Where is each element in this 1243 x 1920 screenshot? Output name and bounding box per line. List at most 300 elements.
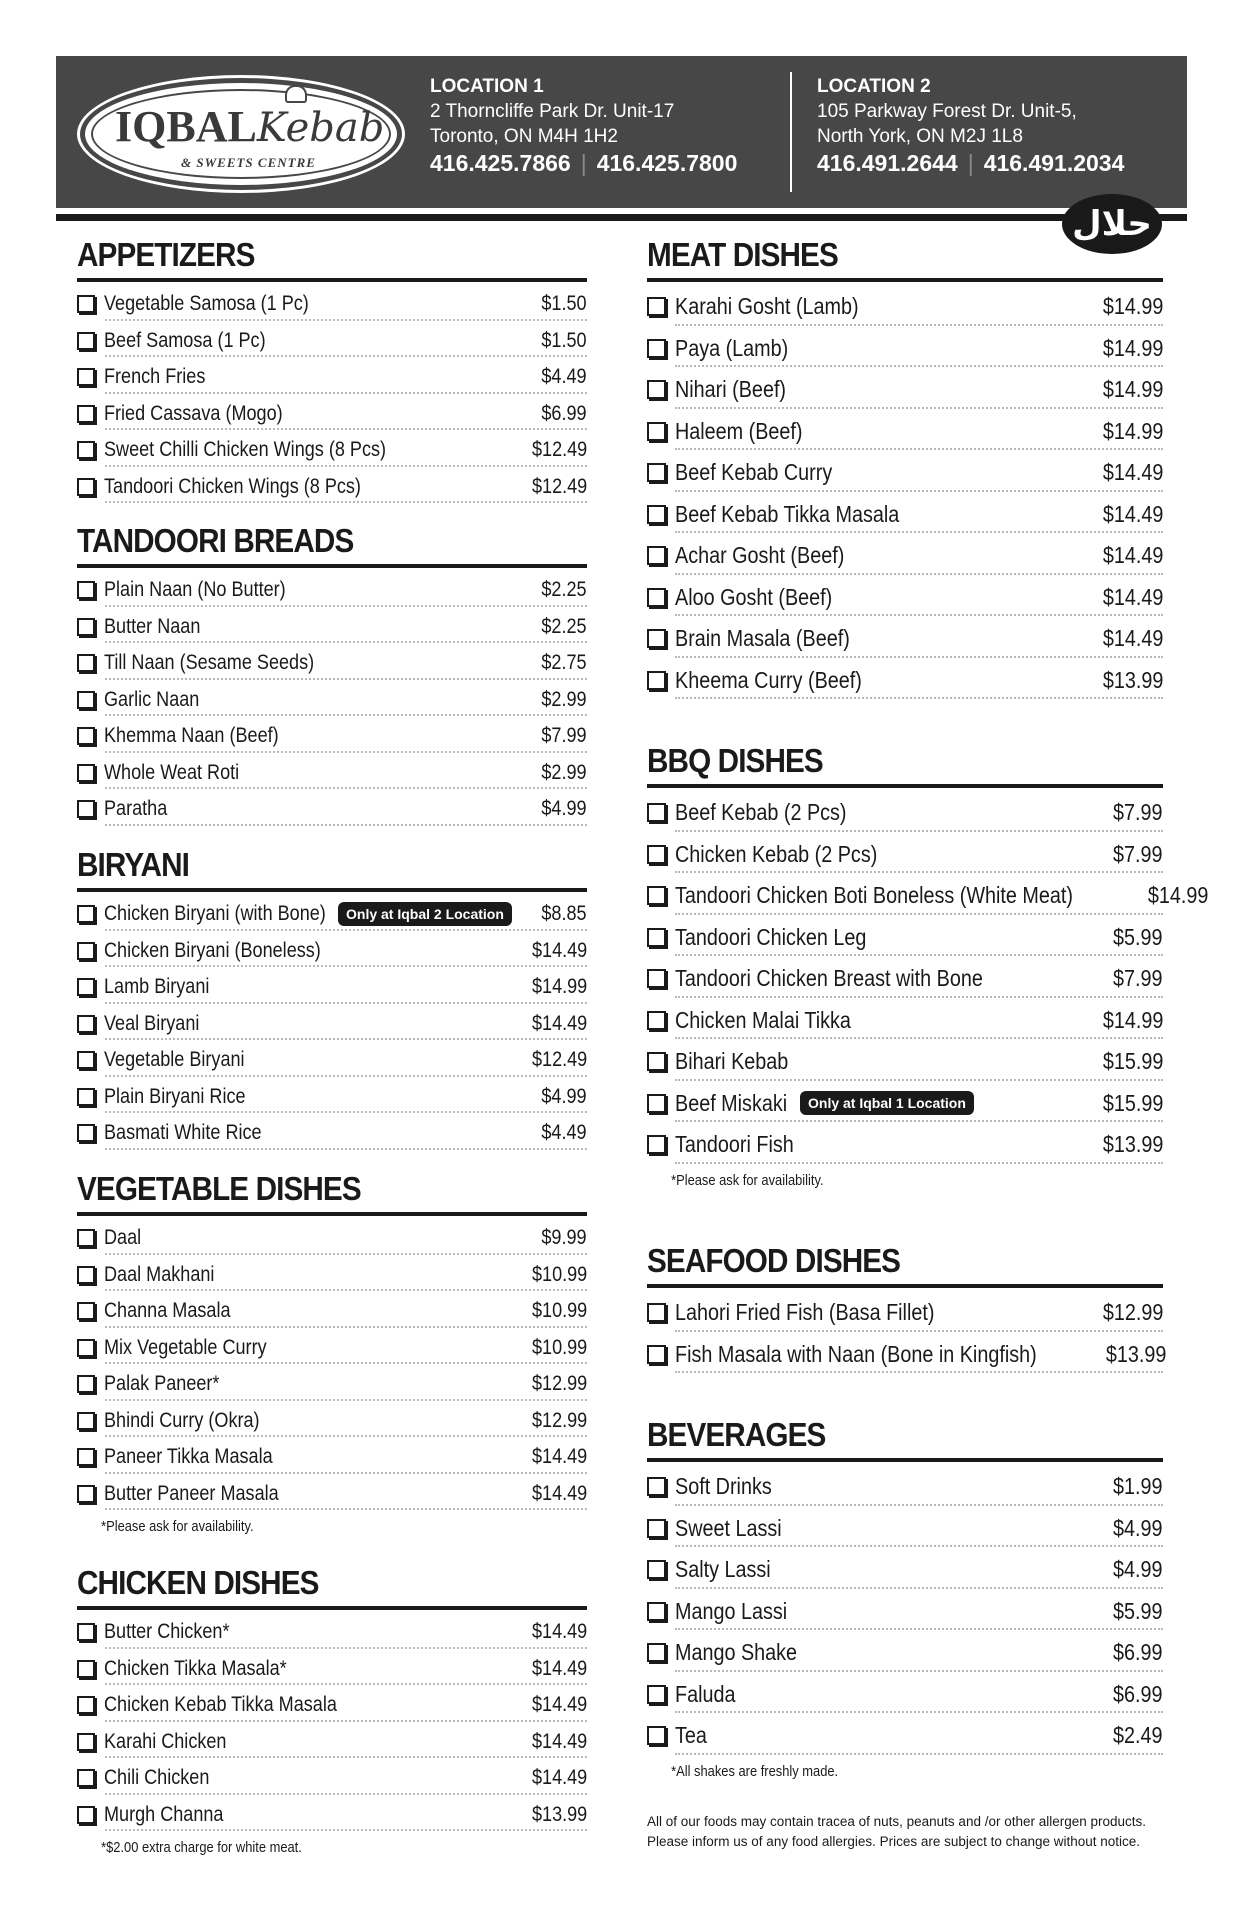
section-note: *Please ask for availability. — [101, 1518, 254, 1535]
disclaimer-line: All of our foods may contain tracea of nuts, peanuts and /or other allergen products. — [647, 1814, 1147, 1829]
checkbox-icon[interactable] — [647, 422, 666, 441]
checkbox-icon[interactable] — [647, 629, 666, 648]
item-price: $8.85 — [541, 902, 587, 926]
section-title: TANDOORI BREADS — [77, 522, 354, 559]
logo-sub-text: & SWEETS CENTRE — [181, 155, 316, 170]
item-name: Paratha — [104, 797, 168, 821]
menu-item — [77, 896, 587, 933]
item-name: Mix Vegetable Curry — [104, 1335, 267, 1359]
section-title: MEAT DISHES — [647, 236, 838, 273]
item-name: Plain Biryani Rice — [104, 1084, 246, 1108]
item-price: $5.99 — [1113, 1597, 1163, 1624]
item-price: $14.99 — [1102, 334, 1163, 361]
item-name: Beef Samosa (1 Pc) — [104, 328, 266, 352]
menu-item — [647, 1124, 1163, 1166]
section-rule — [77, 888, 587, 892]
item-name: Kheema Curry (Beef) — [675, 666, 862, 693]
item-name: Beef Kebab Tikka Masala — [675, 500, 900, 527]
checkbox-icon[interactable] — [77, 691, 95, 709]
item-price: $14.49 — [1102, 542, 1163, 569]
menu-item — [647, 1334, 1166, 1376]
checkbox-icon[interactable] — [77, 1051, 95, 1069]
menu-item — [647, 577, 1163, 619]
menu-item — [647, 660, 1163, 702]
menu-item — [647, 917, 1163, 959]
item-price: $7.99 — [1113, 799, 1163, 826]
section-meat-dishes — [647, 236, 1163, 701]
menu-item — [77, 1476, 587, 1513]
section-rule — [77, 278, 587, 282]
checkbox-icon[interactable] — [647, 1602, 666, 1621]
location-title: LOCATION 2 — [817, 76, 931, 97]
menu-item — [77, 682, 587, 719]
item-name: Plain Naan (No Butter) — [104, 578, 286, 602]
menu-item — [647, 875, 1209, 917]
item-name: Faluda — [675, 1680, 736, 1707]
item-name: Fried Cassava (Mogo) — [104, 401, 283, 425]
menu-item — [77, 469, 587, 506]
section-seafood-dishes — [647, 1242, 1166, 1375]
item-name: Karahi Chicken — [104, 1729, 227, 1753]
menu-item — [647, 452, 1163, 494]
item-name: Beef Kebab (2 Pcs) — [675, 799, 847, 826]
item-price: $12.99 — [1102, 1299, 1163, 1326]
menu-item — [77, 323, 587, 360]
item-price: $14.99 — [1102, 293, 1163, 320]
checkbox-icon[interactable] — [77, 1769, 95, 1787]
checkbox-icon[interactable] — [77, 1660, 95, 1678]
item-price: $14.49 — [531, 938, 587, 962]
section-note: *Please ask for availability. — [671, 1171, 824, 1189]
checkbox-icon[interactable] — [77, 1806, 95, 1824]
menu-item — [77, 755, 587, 792]
menu-item — [77, 1760, 587, 1797]
item-name: Murgh Channa — [104, 1802, 224, 1826]
item-name: French Fries — [104, 365, 206, 389]
item-price: $1.50 — [541, 292, 587, 316]
menu-item — [647, 494, 1163, 536]
item-name: Lahori Fried Fish (Basa Fillet) — [675, 1299, 935, 1326]
menu-item — [647, 1591, 1163, 1633]
item-price: $9.99 — [541, 1226, 587, 1250]
menu-item — [647, 1083, 1163, 1125]
checkbox-icon[interactable] — [77, 1696, 95, 1714]
item-price: $14.49 — [531, 1656, 587, 1680]
checkbox-icon[interactable] — [647, 969, 666, 988]
item-name: Tandoori Chicken Boti Boneless (White Meat) — [675, 882, 1073, 909]
menu-item — [647, 286, 1163, 328]
checkbox-icon[interactable] — [77, 618, 95, 636]
location-1 — [430, 74, 737, 176]
menu-item — [77, 645, 587, 682]
checkbox-icon[interactable] — [77, 1623, 95, 1641]
menu-item — [77, 1220, 587, 1257]
checkbox-icon[interactable] — [77, 1229, 95, 1247]
section-rule — [77, 1212, 587, 1216]
menu-item — [647, 1466, 1163, 1508]
item-price: $12.99 — [531, 1408, 587, 1432]
item-price: $10.99 — [531, 1262, 587, 1286]
item-price: $15.99 — [1102, 1089, 1163, 1116]
checkbox-icon[interactable] — [77, 800, 95, 818]
section-tandoori-breads — [77, 522, 587, 828]
checkbox-icon[interactable] — [647, 1345, 666, 1364]
header-banner — [56, 56, 1187, 208]
menu-item — [77, 1006, 587, 1043]
phone-number[interactable]: 416.491.2034 — [983, 150, 1125, 176]
item-name: Sweet Chilli Chicken Wings (8 Pcs) — [104, 438, 387, 462]
location-only-badge: Only at Iqbal 1 Location — [800, 1091, 974, 1115]
menu-item — [77, 1293, 587, 1330]
item-name: Beef Kebab Curry — [675, 459, 833, 486]
item-price: $6.99 — [1113, 1639, 1163, 1666]
checkbox-icon[interactable] — [647, 1094, 666, 1113]
logo — [80, 78, 402, 190]
item-price: $12.49 — [531, 474, 587, 498]
item-name: Beef Miskaki — [675, 1089, 788, 1116]
menu-item — [647, 792, 1163, 834]
location-only-badge: Only at Iqbal 2 Location — [338, 902, 512, 926]
checkbox-icon[interactable] — [647, 588, 666, 607]
checkbox-icon[interactable] — [647, 463, 666, 482]
item-name: Chicken Malai Tikka — [675, 1006, 851, 1033]
checkbox-icon[interactable] — [77, 978, 95, 996]
location-phones: 416.491.2644 | 416.491.2034 — [817, 150, 1125, 176]
checkbox-icon[interactable] — [647, 1643, 666, 1662]
item-price: $4.99 — [541, 1084, 587, 1108]
menu-item — [77, 359, 587, 396]
menu-item — [77, 1439, 587, 1476]
section-rule — [647, 1284, 1163, 1288]
menu-item — [77, 1687, 587, 1724]
menu-item — [77, 572, 587, 609]
section-beverages — [647, 1416, 1163, 1780]
item-name: Channa Masala — [104, 1299, 231, 1323]
section-title: BBQ DISHES — [647, 742, 823, 779]
menu-item — [77, 1651, 587, 1688]
menu-item — [77, 286, 587, 323]
item-name: Mango Shake — [675, 1639, 798, 1666]
checkbox-icon[interactable] — [77, 1485, 95, 1503]
item-name: Whole Weat Roti — [104, 760, 240, 784]
menu-item — [647, 1508, 1163, 1550]
checkbox-icon[interactable] — [647, 671, 666, 690]
item-name: Palak Paneer* — [104, 1372, 220, 1396]
item-name: Chicken Tikka Masala* — [104, 1656, 287, 1680]
menu-item — [77, 1115, 587, 1152]
checkbox-icon[interactable] — [77, 405, 95, 423]
item-price: $1.50 — [541, 328, 587, 352]
item-price: $12.49 — [531, 1048, 587, 1072]
item-price: $4.99 — [1113, 1514, 1163, 1541]
checkbox-icon[interactable] — [647, 1519, 666, 1538]
checkbox-icon[interactable] — [647, 1011, 666, 1030]
menu-item — [77, 1724, 587, 1761]
menu-item — [647, 328, 1163, 370]
checkbox-icon[interactable] — [77, 1088, 95, 1106]
checkbox-icon[interactable] — [647, 1052, 666, 1071]
item-name: Lamb Biryani — [104, 975, 210, 999]
item-price: $4.49 — [541, 365, 587, 389]
item-price: $2.99 — [541, 760, 587, 784]
checkbox-icon[interactable] — [647, 928, 666, 947]
menu-item — [647, 535, 1163, 577]
section-appetizers — [77, 236, 587, 505]
item-name: Soft Drinks — [675, 1473, 772, 1500]
checkbox-icon[interactable] — [647, 1303, 666, 1322]
item-name: Chicken Kebab Tikka Masala — [104, 1693, 337, 1717]
item-name: Till Naan (Sesame Seeds) — [104, 651, 315, 675]
item-price: $14.49 — [531, 1445, 587, 1469]
checkbox-icon[interactable] — [77, 1302, 95, 1320]
item-name: Brain Masala (Beef) — [675, 625, 850, 652]
item-price: $13.99 — [1105, 1340, 1166, 1367]
checkbox-icon[interactable] — [647, 845, 666, 864]
item-price: $13.99 — [1102, 666, 1163, 693]
checkbox-icon[interactable] — [77, 1375, 95, 1393]
item-price: $13.99 — [531, 1802, 587, 1826]
checkbox-icon[interactable] — [77, 1124, 95, 1142]
item-name: Butter Naan — [104, 614, 201, 638]
item-name: Basmati White Rice — [104, 1121, 262, 1145]
item-name: Bihari Kebab — [675, 1048, 789, 1075]
item-name: Vegetable Samosa (1 Pc) — [104, 292, 309, 316]
item-price: $4.99 — [1113, 1556, 1163, 1583]
item-name: Butter Chicken* — [104, 1620, 230, 1644]
menu-item — [647, 1549, 1163, 1591]
item-name: Haleem (Beef) — [675, 417, 803, 444]
checkbox-icon[interactable] — [647, 546, 666, 565]
checkbox-icon[interactable] — [77, 1448, 95, 1466]
section-title: BEVERAGES — [647, 1416, 826, 1453]
section-note: *$2.00 extra charge for white meat. — [101, 1839, 302, 1856]
menu-item — [77, 432, 587, 469]
section-note: *All shakes are freshly made. — [671, 1762, 839, 1780]
menu-item — [77, 1797, 587, 1834]
item-price: $7.99 — [541, 724, 587, 748]
menu-item — [77, 609, 587, 646]
item-price: $14.99 — [1102, 1006, 1163, 1033]
menu-item — [647, 1674, 1163, 1716]
checkbox-icon[interactable] — [647, 1726, 666, 1745]
item-price: $14.49 — [531, 1729, 587, 1753]
item-name: Vegetable Biryani — [104, 1048, 245, 1072]
menu-item — [647, 958, 1163, 1000]
item-name: Mango Lassi — [675, 1597, 788, 1624]
item-price: $14.49 — [531, 1011, 587, 1035]
menu-item — [77, 1079, 587, 1116]
phone-number[interactable]: 416.425.7800 — [596, 150, 738, 176]
section-rule — [647, 278, 1163, 282]
section-vegetable-dishes — [77, 1170, 587, 1535]
checkbox-icon[interactable] — [77, 368, 95, 386]
item-price: $12.99 — [531, 1372, 587, 1396]
phone-number[interactable]: 416.491.2644 — [817, 150, 958, 176]
menu-item — [647, 1715, 1163, 1757]
item-price: $10.99 — [531, 1335, 587, 1359]
item-price: $13.99 — [1102, 1131, 1163, 1158]
menu-item — [77, 1257, 587, 1294]
checkbox-icon[interactable] — [77, 764, 95, 782]
checkbox-icon[interactable] — [647, 886, 666, 905]
item-name: Paya (Lamb) — [675, 334, 789, 361]
menu-item — [77, 1366, 587, 1403]
checkbox-icon[interactable] — [77, 1015, 95, 1033]
item-price: $14.49 — [1102, 625, 1163, 652]
item-price: $15.99 — [1102, 1048, 1163, 1075]
checkbox-icon[interactable] — [647, 297, 666, 316]
section-title: BIRYANI — [77, 846, 189, 883]
checkbox-icon[interactable] — [647, 339, 666, 358]
item-price: $2.99 — [541, 687, 587, 711]
item-name: Tandoori Fish — [675, 1131, 794, 1158]
section-rule — [77, 1606, 587, 1610]
menu-item — [77, 1042, 587, 1079]
menu-item — [77, 1403, 587, 1440]
menu-item — [647, 1292, 1163, 1334]
item-name: Bhindi Curry (Okra) — [104, 1408, 260, 1432]
menu-item — [647, 1632, 1163, 1674]
allergen-disclaimer — [647, 1812, 1167, 1852]
item-name: Aloo Gosht (Beef) — [675, 583, 833, 610]
item-name: Chicken Biryani (with Bone) — [104, 902, 326, 926]
checkbox-icon[interactable] — [77, 441, 95, 459]
item-name: Tandoori Chicken Wings (8 Pcs) — [104, 474, 361, 498]
item-name: Chicken Biryani (Boneless) — [104, 938, 321, 962]
menu-item — [77, 718, 587, 755]
checkbox-icon[interactable] — [647, 1135, 666, 1154]
item-price: $4.49 — [541, 1121, 587, 1145]
item-price: $7.99 — [1113, 840, 1163, 867]
item-price: $5.99 — [1113, 923, 1163, 950]
item-name: Khemma Naan (Beef) — [104, 724, 279, 748]
item-name: Chili Chicken — [104, 1766, 210, 1790]
item-price: $14.49 — [531, 1620, 587, 1644]
location-address-line1: 105 Parkway Forest Dr. Unit-5, — [817, 101, 1077, 122]
menu-item — [77, 933, 587, 970]
item-price: $6.99 — [541, 401, 587, 425]
section-rule — [647, 784, 1163, 788]
menu-item — [647, 834, 1163, 876]
checkbox-icon[interactable] — [77, 1266, 95, 1284]
checkbox-icon[interactable] — [647, 505, 666, 524]
item-price: $14.49 — [531, 1766, 587, 1790]
item-name: Garlic Naan — [104, 687, 200, 711]
menu-item — [77, 969, 587, 1006]
location-title: LOCATION 1 — [430, 76, 544, 97]
checkbox-icon[interactable] — [77, 905, 95, 923]
menu-item — [77, 1330, 587, 1367]
item-name: Tandoori Chicken Breast with Bone — [675, 965, 983, 992]
checkbox-icon[interactable] — [77, 1733, 95, 1751]
section-biryani — [77, 846, 587, 1152]
item-price: $14.99 — [1102, 376, 1163, 403]
checkbox-icon[interactable] — [77, 295, 95, 313]
location-2 — [817, 74, 1124, 176]
item-price: $2.75 — [541, 651, 587, 675]
item-name: Chicken Kebab (2 Pcs) — [675, 840, 878, 867]
section-title: APPETIZERS — [77, 236, 255, 273]
section-chicken-dishes — [77, 1564, 587, 1856]
item-price: $6.99 — [1113, 1680, 1163, 1707]
item-price: $2.49 — [1113, 1722, 1163, 1749]
location-address-line2: North York, ON M2J 1L8 — [817, 126, 1023, 147]
logo-main-text: IQBAL — [115, 102, 257, 151]
phone-number[interactable]: 416.425.7866 — [430, 150, 571, 176]
item-price: $14.49 — [531, 1693, 587, 1717]
item-price: $14.49 — [1102, 459, 1163, 486]
checkbox-icon[interactable] — [77, 1339, 95, 1357]
item-price: $4.99 — [541, 797, 587, 821]
item-name: Karahi Gosht (Lamb) — [675, 293, 859, 320]
item-name: Daal — [104, 1226, 142, 1250]
item-name: Nihari (Beef) — [675, 376, 787, 403]
checkbox-icon[interactable] — [647, 803, 666, 822]
section-title: VEGETABLE DISHES — [77, 1170, 361, 1207]
checkbox-icon[interactable] — [77, 727, 95, 745]
section-rule — [77, 564, 587, 568]
menu-item — [77, 396, 587, 433]
logo-script-text: Kebab — [256, 105, 385, 151]
checkbox-icon[interactable] — [77, 942, 95, 960]
item-price: $14.49 — [531, 1481, 587, 1505]
item-price: $14.99 — [1147, 882, 1209, 909]
location-phones: 416.425.7866 | 416.425.7800 — [430, 150, 738, 176]
item-price: $14.99 — [1102, 417, 1163, 444]
checkbox-icon[interactable] — [77, 654, 95, 672]
menu-item — [77, 791, 587, 828]
item-name: Fish Masala with Naan (Bone in Kingfish) — [675, 1340, 1037, 1367]
item-name: Achar Gosht (Beef) — [675, 542, 845, 569]
checkbox-icon[interactable] — [77, 478, 95, 496]
checkbox-icon[interactable] — [77, 332, 95, 350]
item-price: $7.99 — [1113, 965, 1163, 992]
item-name: Butter Paneer Masala — [104, 1481, 279, 1505]
checkbox-icon[interactable] — [77, 581, 95, 599]
checkbox-icon[interactable] — [647, 1560, 666, 1579]
item-name: Daal Makhani — [104, 1262, 215, 1286]
menu-item — [647, 1041, 1163, 1083]
item-price: $14.49 — [1102, 500, 1163, 527]
halal-label: حلال — [1072, 204, 1152, 244]
location-address-line2: Toronto, ON M4H 1H2 — [430, 126, 618, 147]
section-title: SEAFOOD DISHES — [647, 1242, 901, 1279]
item-price: $10.99 — [531, 1299, 587, 1323]
section-bbq-dishes — [647, 742, 1209, 1189]
section-rule — [647, 1458, 1163, 1462]
item-name: Salty Lassi — [675, 1556, 771, 1583]
checkbox-icon[interactable] — [647, 1477, 666, 1496]
menu-item — [647, 1000, 1163, 1042]
item-price: $12.49 — [531, 438, 587, 462]
section-title: CHICKEN DISHES — [77, 1564, 319, 1601]
item-name: Tandoori Chicken Leg — [675, 923, 867, 950]
checkbox-icon[interactable] — [77, 1412, 95, 1430]
header-rule — [56, 214, 1187, 221]
menu-item — [77, 1614, 587, 1651]
checkbox-icon[interactable] — [647, 380, 666, 399]
menu-item — [647, 618, 1163, 660]
item-name: Tea — [675, 1722, 707, 1749]
checkbox-icon[interactable] — [647, 1685, 666, 1704]
item-price: $14.49 — [1102, 583, 1163, 610]
menu-item — [647, 411, 1163, 453]
item-price: $2.25 — [541, 578, 587, 602]
item-price: $1.99 — [1113, 1473, 1163, 1500]
disclaimer-line: Please inform us of any food allergies. Prices are subject to change without notice. — [647, 1834, 1141, 1849]
location-divider — [790, 72, 792, 192]
item-name: Sweet Lassi — [675, 1514, 782, 1541]
